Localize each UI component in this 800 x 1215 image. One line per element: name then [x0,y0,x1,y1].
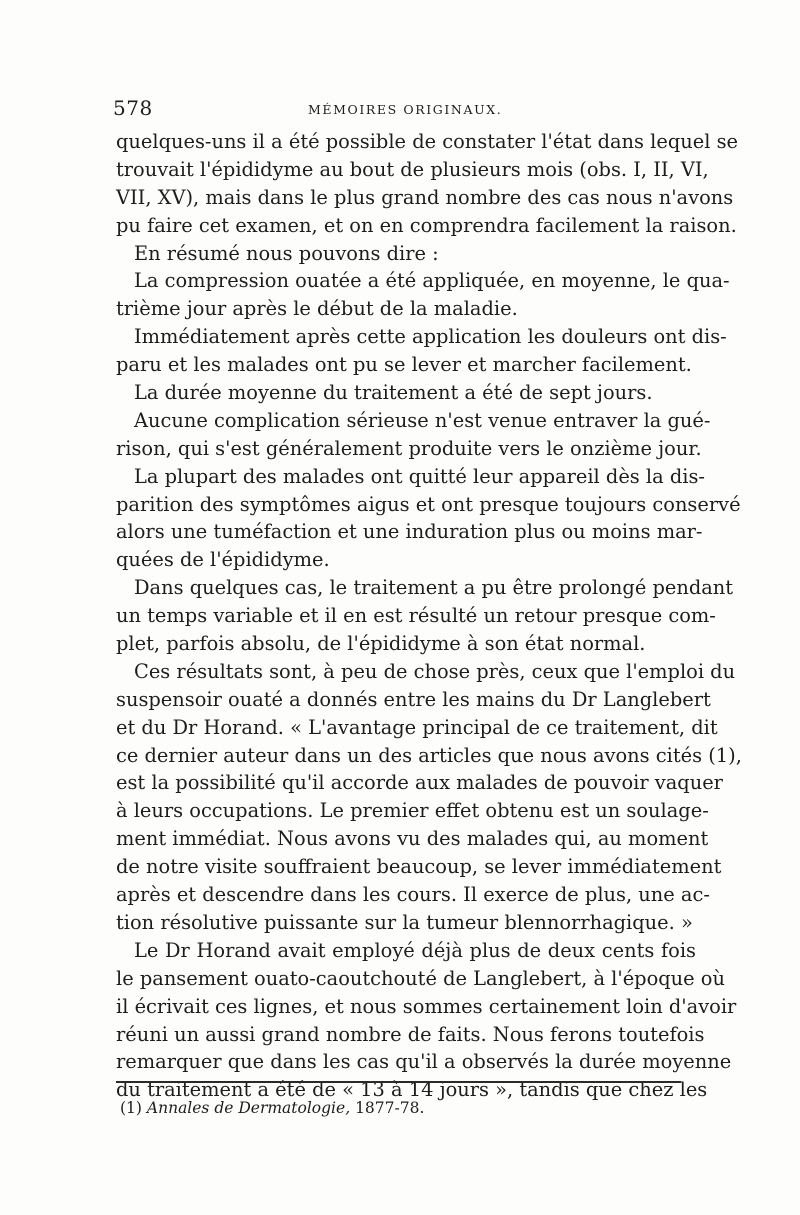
running-title: MÉMOIRES ORIGINAUX. [308,102,503,117]
text-line: La durée moyenne du traitement a été de sept jours. [134,381,653,405]
text-line: pu faire cet examen, et on en comprendra facilement la raison. [116,213,737,237]
text-line: Immédiatement après cette application les douleurs ont dis- [134,325,727,349]
text-line: rison, qui s'est généralement produite vers le onzième jour. [116,436,702,460]
text-line: après et descendre dans les cours. Il exerce de plus, une ac- [116,883,710,907]
text-line: quées de l'épididyme. [116,548,330,572]
body-text [116,128,742,1104]
text-line: réuni un aussi grand nombre de faits. Nous ferons toutefois [116,1022,705,1046]
footnote-years: 1877-78. [355,1099,425,1117]
text-line: quelques-uns il a été possible de constater l'état dans lequel se [116,130,739,153]
page-number: 578 [113,96,153,120]
text-line: paru et les malades ont pu se lever et marcher facilement. [116,353,692,377]
text-line: de notre visite souffraient beaucoup, se lever immédiatement [116,855,722,879]
text-line: remarquer que dans les cas qu'il a observés la durée moyenne [116,1050,732,1074]
text-line: VII, XV), mais dans le plus grand nombre des cas nous n'avons [116,185,734,209]
text-line: il écrivait ces lignes, et nous sommes certainement loin d'avoir [116,994,737,1018]
text-line: un temps variable et il en est résulté un retour presque com- [116,604,716,628]
text-line: suspensoir ouaté a donnés entre les mains du Dr Langlebert [116,687,711,711]
footnote-divider [116,1081,681,1083]
text-line: Le Dr Horand avait employé déjà plus de deux cents fois [134,938,696,962]
page-header [113,96,693,122]
text-line: parition des symptômes aigus et ont presque toujours conservé [116,492,741,516]
text-line: Ces résultats sont, à peu de chose près, ceux que l'emploi du [134,659,736,683]
text-line: ce dernier auteur dans un des articles que nous avons cités (1), [116,743,742,767]
text-line: Dans quelques cas, le traitement a pu être prolongé pendant [134,576,734,600]
text-line: ment immédiat. Nous avons vu des malades qui, au moment [116,827,709,851]
text-line: La plupart des malades ont quitté leur appareil dès la dis- [134,464,705,488]
text-line: le pansement ouato-caoutchouté de Langlebert, à l'époque où [116,966,725,990]
text-line: à leurs occupations. Le premier effet obtenu est un soulage- [116,799,709,823]
text-line: du traitement a été de « 13 à 14 jours », tandis que chez les [116,1078,708,1102]
footnote-marker: (1) [120,1099,142,1117]
text-line: La compression ouatée a été appliquée, en moyenne, le qua- [134,269,730,293]
text-line: est la possibilité qu'il accorde aux malades de pouvoir vaquer [116,771,723,795]
footnote [120,1099,424,1117]
text-line: Aucune complication sérieuse n'est venue entraver la gué- [134,408,711,432]
text-line: En résumé nous pouvons dire : [134,241,439,265]
text-line: et du Dr Horand. « L'avantage principal de ce traitement, dit [116,715,718,739]
text-line: plet, parfois absolu, de l'épididyme à son état normal. [116,632,646,656]
footnote-journal: Annales de Dermatologie, [146,1099,351,1117]
text-line: alors une tuméfaction et une induration plus ou moins mar- [116,520,703,544]
text-line: tion résolutive puissante sur la tumeur blennorrhagique. » [116,910,693,934]
text-line: trouvait l'épididyme au bout de plusieurs mois (obs. I, II, VI, [116,157,709,181]
text-line: trième jour après le début de la maladie. [116,297,518,321]
